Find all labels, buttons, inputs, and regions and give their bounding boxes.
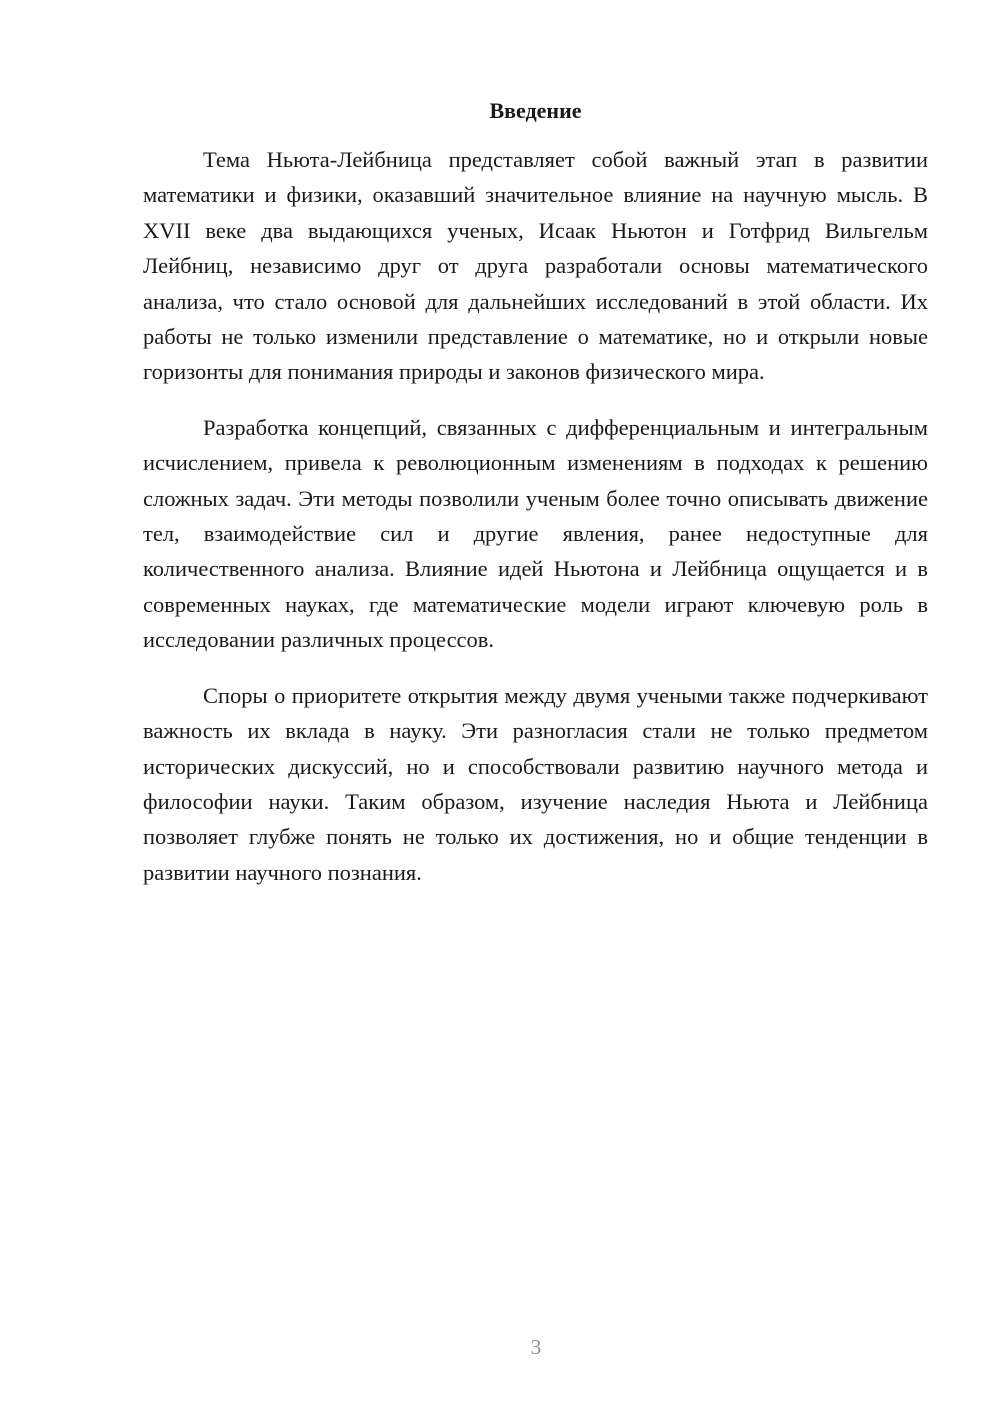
paragraph-3: Споры о приоритете открытия между двумя учеными также подчеркивают важность их вклада в науку. Эти разногласия стали не только предметом исторических дискуссий, но и способствовали развитию научного метода и философии науки. Таким образом, изучение наследия Ньюта и Лейбница позволяет глубже понять не только их достижения, но и общие тенденции в развитии научного познания. bbox=[143, 682, 928, 885]
page-number: 3 bbox=[530, 1335, 542, 1359]
page-title: Введение bbox=[489, 98, 582, 123]
paragraph-2: Разработка концепций, связанных с дифференциальным и интегральным исчислением, привела к революционным изменениям в подходах к решению сложных задач. Эти методы позволили ученым более точно описывать движение тел, взаимодействие сил и другие явления, ранее недоступные для количественного анализа. Влияние идей Ньютона и Лейбница ощущается и в современных науках, где математические модели играют ключевую роль в исследовании различных процессов. bbox=[143, 414, 928, 653]
paragraph-1: Тема Ньюта-Лейбница представляет собой важный этап в развитии математики и физики, оказавший значительное влияние на научную мысль. В XVII веке два выдающихся ученых, Исаак Ньютон и Готфрид Вильгельм Лейбниц, независимо друг от друга разработали основы математического анализа, что стало основой для дальнейших исследований в этой области. Их работы не только изменили представление о математике, но и открыли новые горизонты для понимания природы и законов физического мира. bbox=[143, 147, 928, 385]
document-body bbox=[143, 142, 928, 910]
